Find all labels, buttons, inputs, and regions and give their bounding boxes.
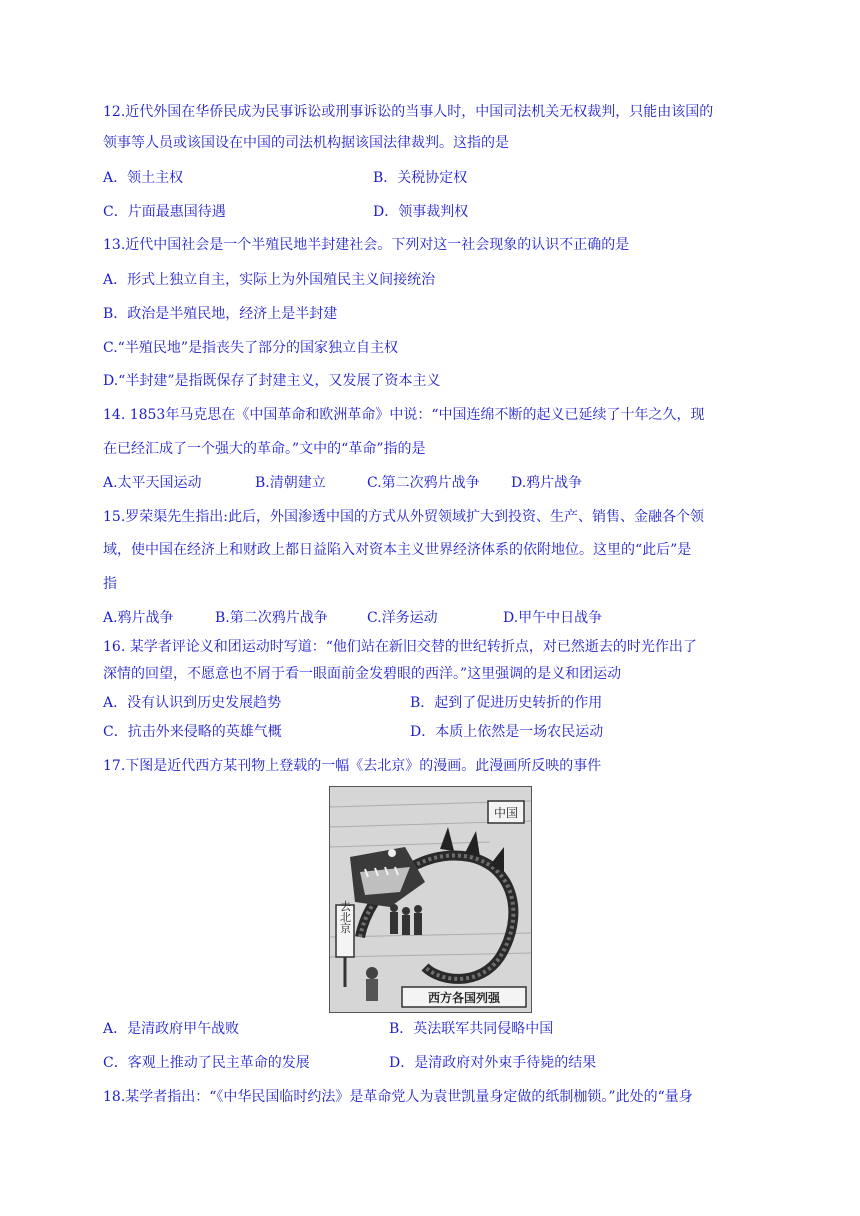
q14-stem-line2: 在已经汇成了一个强大的革命。”文中的“革命”指的是 xyxy=(103,441,426,457)
q13-option-a: A．形式上独立自主，实际上为外国殖民主义间接统治 xyxy=(103,272,436,288)
q15-stem-line3: 指 xyxy=(103,576,117,592)
comic-label-beijing: 去北京 xyxy=(338,900,352,934)
q15-option-b: B.第二次鸦片战争 xyxy=(215,610,328,626)
q14-option-d: D.鸦片战争 xyxy=(511,475,583,491)
q13-stem: 13.近代中国社会是一个半殖民地半封建社会。下列对这一社会现象的认识不正确的是 xyxy=(103,237,630,253)
q12-stem-line2: 领事等人员或该国设在中国的司法机构据该国法律裁判。这指的是 xyxy=(103,135,509,151)
comic-drawing xyxy=(330,787,531,1012)
q13-option-c: C.“半殖民地”是指丧失了部分的国家独立自主权 xyxy=(103,340,398,356)
q14-option-b: B.清朝建立 xyxy=(255,475,326,491)
q17-option-a: A．是清政府甲午战败 xyxy=(103,1021,240,1037)
q14-stem-line1: 14. 1853年马克思在《中国革命和欧洲革命》中说：“中国连绵不断的起义已延续了十年之久，现 xyxy=(103,407,705,423)
q16-option-c: C．抗击外来侵略的英雄气概 xyxy=(103,724,282,740)
q17-stem: 17.下图是近代西方某刊物上登载的一幅《去北京》的漫画。此漫画所反映的事件 xyxy=(103,758,602,774)
q13-option-b: B．政治是半殖民地，经济上是半封建 xyxy=(103,306,338,322)
q14-option-a: A.太平天国运动 xyxy=(103,475,202,491)
q13-option-d: D.“半封建”是指既保存了封建主义，又发展了资本主义 xyxy=(103,373,441,389)
q12-stem-line1: 12.近代外国在华侨民成为民事诉讼或刑事诉讼的当事人时，中国司法机关无权裁判，只能由该国的 xyxy=(103,104,714,120)
q16-option-a: A．没有认识到历史发展趋势 xyxy=(103,695,282,711)
q12-option-a: A．领土主权 xyxy=(103,170,184,186)
q16-stem-line2: 深情的回望，不愿意也不屑于看一眼面前金发碧眼的西洋。”这里强调的是义和团运动 xyxy=(103,666,622,682)
q12-option-d: D．领事裁判权 xyxy=(373,204,469,220)
q14-option-c: C.第二次鸦片战争 xyxy=(367,475,480,491)
q12-option-b: B．关税协定权 xyxy=(373,170,468,186)
q15-stem-line1: 15.罗荣渠先生指出:此后，外国渗透中国的方式从外贸领域扩大到投资、生产、销售、金融各个领 xyxy=(103,509,704,525)
q17-option-b: B．英法联军共同侵略中国 xyxy=(389,1021,554,1037)
comic-label-powers: 西方各国列强 xyxy=(427,991,501,1005)
q15-option-d: D.甲午中日战争 xyxy=(503,610,603,626)
q15-option-a: A.鸦片战争 xyxy=(103,610,174,626)
q15-option-c: C.洋务运动 xyxy=(367,610,438,626)
q16-stem-line1: 16. 某学者评论义和团运动时写道：“他们站在新旧交替的世纪转折点，对已然逝去的时光作出了 xyxy=(103,639,697,655)
q17-option-d: D．是清政府对外束手待毙的结果 xyxy=(389,1055,597,1071)
q12-option-c: C．片面最惠国待遇 xyxy=(103,204,226,220)
comic-label-china: 中国 xyxy=(493,806,519,820)
q18-stem-line1: 18.某学者指出：“《中华民国临时约法》是革命党人为袁世凯量身定做的纸制枷锁。”此处的“量身 xyxy=(103,1089,693,1105)
q17-option-c: C．客观上推动了民主革命的发展 xyxy=(103,1055,310,1071)
comic-image xyxy=(329,786,532,1013)
q16-option-b: B．起到了促进历史转折的作用 xyxy=(410,695,603,711)
q16-option-d: D．本质上依然是一场农民运动 xyxy=(410,724,604,740)
q15-stem-line2: 域，使中国在经济上和财政上都日益陷入对资本主义世界经济体系的依附地位。这里的“此后”是 xyxy=(103,542,692,558)
